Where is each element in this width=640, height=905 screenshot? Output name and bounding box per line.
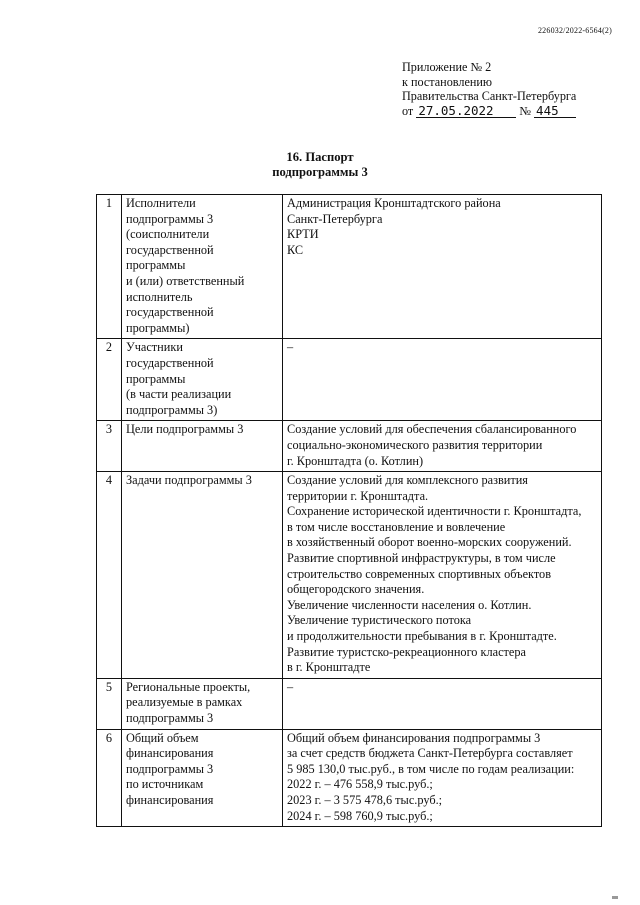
table-row: [97, 729, 602, 827]
from-label: от: [402, 103, 414, 118]
row-value: Общий объем финансирования подпрограммы 3 за счет средств бюджета Санкт-Петербурга составляет 5 985 130,0 тыс.руб., в том числе по годам реализации: 2022 г. – 476 558,9 тыс.руб.; 2023 г. – 3 575 478,6 тыс.руб.; 2024 г. – 598 760,9 тыс.руб.;: [283, 729, 602, 827]
passport-table: [96, 194, 602, 827]
row-label: Участники государственной программы (в части реализации подпрограммы 3): [122, 339, 283, 421]
appendix-line-3: Правительства Санкт-Петербурга: [402, 89, 577, 104]
row-number: 1: [97, 195, 122, 339]
row-label: Исполнители подпрограммы 3 (соисполнители государственной программы и (или) ответственный исполнитель государственной программы): [122, 195, 283, 339]
row-label: Общий объем финансирования подпрограммы 3 по источникам финансирования: [122, 729, 283, 827]
number-label: №: [519, 103, 531, 118]
row-value: Создание условий для комплексного развития территории г. Кронштадта. Сохранение исторической идентичности г. Кронштадта, в том числе восстановление и вовлечение в хозяйственный оборот военно-морских сооружений. Развитие спортивной инфраструктуры, в том числе строительство современных спортивных объектов общегородского значения. Увеличение численности населения о. Котлин. Увеличение туристического потока и продолжительности пребывания в г. Кронштадте. Развитие туристско-рекреационного кластера в г. Кронштадте: [283, 472, 602, 679]
appendix-date-line: [402, 104, 622, 119]
scan-mark: [612, 896, 618, 899]
row-number: 6: [97, 729, 122, 827]
document-id: 226032/2022-6564(2): [537, 26, 612, 35]
row-value: Создание условий для обеспечения сбалансированного социально-экономического развития территории г. Кронштадта (о. Котлин): [283, 421, 602, 472]
appendix-block: [402, 60, 622, 118]
resolution-number: 445: [534, 105, 576, 118]
row-label: Задачи подпрограммы 3: [122, 472, 283, 679]
resolution-date: 27.05.2022: [416, 105, 516, 118]
row-value: –: [283, 339, 602, 421]
table-row: [97, 678, 602, 729]
row-value: –: [283, 678, 602, 729]
row-number: 5: [97, 678, 122, 729]
title-line-2: подпрограммы 3: [272, 165, 368, 179]
row-number: 2: [97, 339, 122, 421]
row-label: Цели подпрограммы 3: [122, 421, 283, 472]
table-row: [97, 339, 602, 421]
title-line-1: 16. Паспорт: [286, 150, 354, 164]
appendix-line-1: Приложение № 2: [402, 60, 492, 74]
row-number: 3: [97, 421, 122, 472]
row-label: Региональные проекты, реализуемые в рамках подпрограммы 3: [122, 678, 283, 729]
table-row: [97, 472, 602, 679]
page-title: [0, 150, 640, 180]
row-value: Администрация Кронштадтского района Санкт-Петербурга КРТИ КС: [283, 195, 602, 339]
appendix-line-2: к постановлению: [402, 74, 493, 89]
table-row: [97, 195, 602, 339]
row-number: 4: [97, 472, 122, 679]
table-row: [97, 421, 602, 472]
